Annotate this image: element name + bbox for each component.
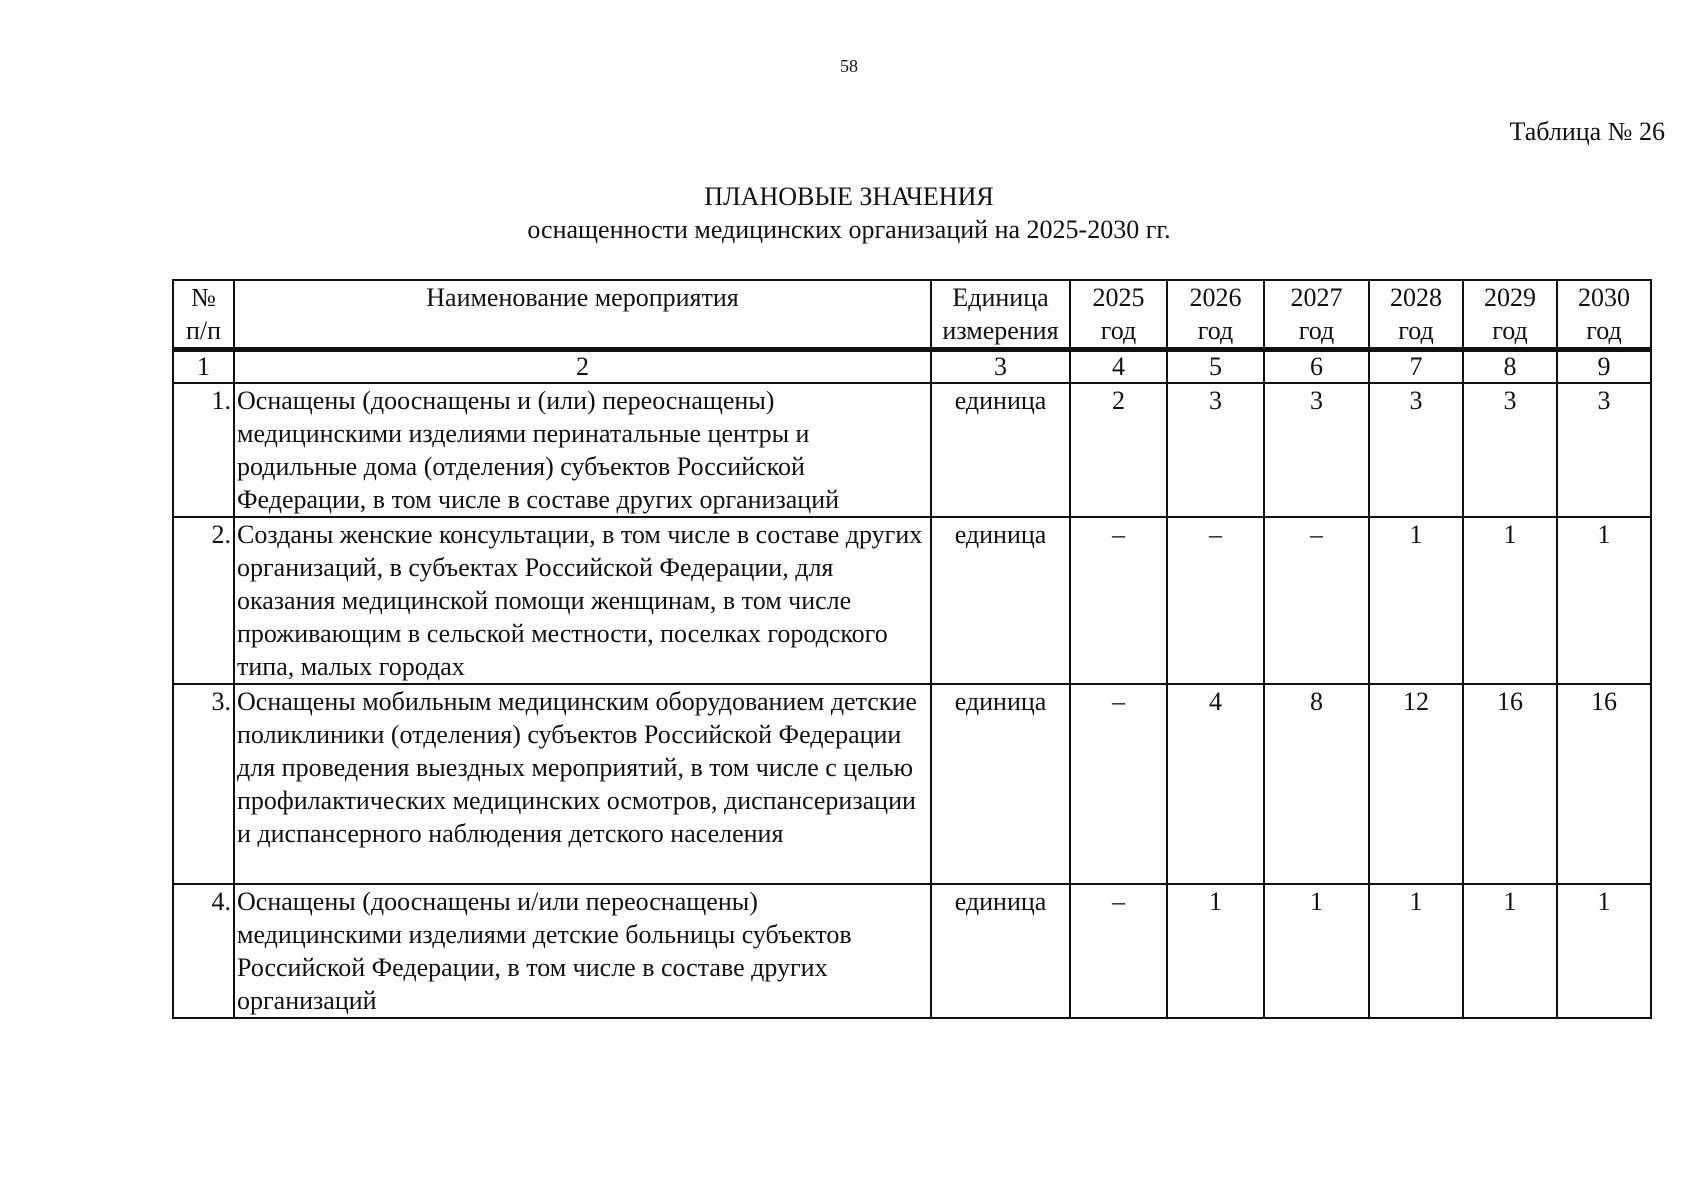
header-year-label: год <box>1492 316 1528 345</box>
header-name: Наименование мероприятия <box>234 280 931 350</box>
column-number: 9 <box>1557 350 1651 384</box>
row-value-2028: 1 <box>1369 517 1463 684</box>
row-value-2030: 1 <box>1557 884 1651 1018</box>
header-year-2030 <box>1557 280 1651 350</box>
document-title <box>0 180 1698 246</box>
column-number: 4 <box>1070 350 1167 384</box>
row-name: Оснащены мобильным медицинским оборудованием детские поликлиники (отделения) субъектов Российской Федерации для проведения выездных мероприятий, в том числе с целью профилактических медицинских осмотров, диспансеризации и диспансерного наблюдения детского населения <box>234 684 931 884</box>
header-year-2029 <box>1463 280 1557 350</box>
table-row <box>173 517 1651 684</box>
header-year-2028 <box>1369 280 1463 350</box>
row-value-2025: 2 <box>1070 383 1167 517</box>
row-value-2030: 1 <box>1557 517 1651 684</box>
row-unit: единица <box>931 884 1070 1018</box>
header-year-2026 <box>1167 280 1264 350</box>
plan-table <box>172 279 1652 1019</box>
title-line-1: ПЛАНОВЫЕ ЗНАЧЕНИЯ <box>704 182 994 211</box>
header-unit-line-1: Единица <box>952 283 1049 312</box>
column-number: 3 <box>931 350 1070 384</box>
header-unit-line-2: измерения <box>942 316 1059 345</box>
column-number: 5 <box>1167 350 1264 384</box>
row-value-2027: 8 <box>1264 684 1369 884</box>
header-num <box>173 280 234 350</box>
row-unit: единица <box>931 383 1070 517</box>
header-year: 2026 <box>1189 283 1242 312</box>
row-unit: единица <box>931 684 1070 884</box>
row-value-2029: 16 <box>1463 684 1557 884</box>
header-year-label: год <box>1298 316 1335 345</box>
row-value-2025: – <box>1070 884 1167 1018</box>
row-value-2028: 1 <box>1369 884 1463 1018</box>
table-row <box>173 383 1651 517</box>
header-year-2025 <box>1070 280 1167 350</box>
row-name: Созданы женские консультации, в том числе в составе других организаций, в субъектах Российской Федерации, для оказания медицинской помощи женщинам, в том числе проживающим в сельской местности, поселках городского типа, малых городах <box>234 517 931 684</box>
page-number: 58 <box>840 56 858 76</box>
header-unit <box>931 280 1070 350</box>
header-year: 2027 <box>1290 283 1343 312</box>
header-num-line-1: № <box>191 283 216 312</box>
header-num-line-2: п/п <box>185 316 222 345</box>
header-year-2027 <box>1264 280 1369 350</box>
row-name: Оснащены (дооснащены и (или) переоснащены) медицинскими изделиями перинатальные центры и родильные дома (отделения) субъектов Российской Федерации, в том числе в составе других организаций <box>234 383 931 517</box>
row-value-2026: 3 <box>1167 383 1264 517</box>
header-year-label: год <box>1586 316 1622 345</box>
row-value-2027: – <box>1264 517 1369 684</box>
row-value-2026: – <box>1167 517 1264 684</box>
row-number: 3. <box>173 684 234 884</box>
header-year-label: год <box>1398 316 1434 345</box>
row-value-2025: – <box>1070 517 1167 684</box>
row-value-2027: 1 <box>1264 884 1369 1018</box>
title-line-2: оснащенности медицинских организаций на 2025-2030 гг. <box>527 215 1171 244</box>
row-value-2026: 4 <box>1167 684 1264 884</box>
header-year: 2025 <box>1092 283 1145 312</box>
row-number: 4. <box>173 884 234 1018</box>
column-number-row <box>173 350 1651 384</box>
row-unit: единица <box>931 517 1070 684</box>
column-number: 1 <box>173 350 234 384</box>
table-label: Таблица № 26 <box>1509 117 1665 146</box>
row-number: 1. <box>173 383 234 517</box>
header-year: 2028 <box>1390 283 1442 312</box>
row-value-2029: 1 <box>1463 884 1557 1018</box>
header-year: 2030 <box>1578 283 1630 312</box>
column-number: 8 <box>1463 350 1557 384</box>
row-value-2028: 3 <box>1369 383 1463 517</box>
row-number: 2. <box>173 517 234 684</box>
row-value-2029: 3 <box>1463 383 1557 517</box>
table-header-row <box>173 280 1651 350</box>
header-year-label: год <box>1197 316 1234 345</box>
row-value-2028: 12 <box>1369 684 1463 884</box>
row-value-2025: – <box>1070 684 1167 884</box>
header-year-label: год <box>1100 316 1137 345</box>
row-value-2030: 3 <box>1557 383 1651 517</box>
row-name: Оснащены (дооснащены и/или переоснащены) медицинскими изделиями детские больницы субъектов Российской Федерации, в том числе в составе других организаций <box>234 884 931 1018</box>
table-row <box>173 684 1651 884</box>
row-value-2026: 1 <box>1167 884 1264 1018</box>
row-value-2029: 1 <box>1463 517 1557 684</box>
column-number: 7 <box>1369 350 1463 384</box>
column-number: 2 <box>234 350 931 384</box>
header-year: 2029 <box>1484 283 1536 312</box>
table-row <box>173 884 1651 1018</box>
column-number: 6 <box>1264 350 1369 384</box>
row-value-2030: 16 <box>1557 684 1651 884</box>
row-value-2027: 3 <box>1264 383 1369 517</box>
